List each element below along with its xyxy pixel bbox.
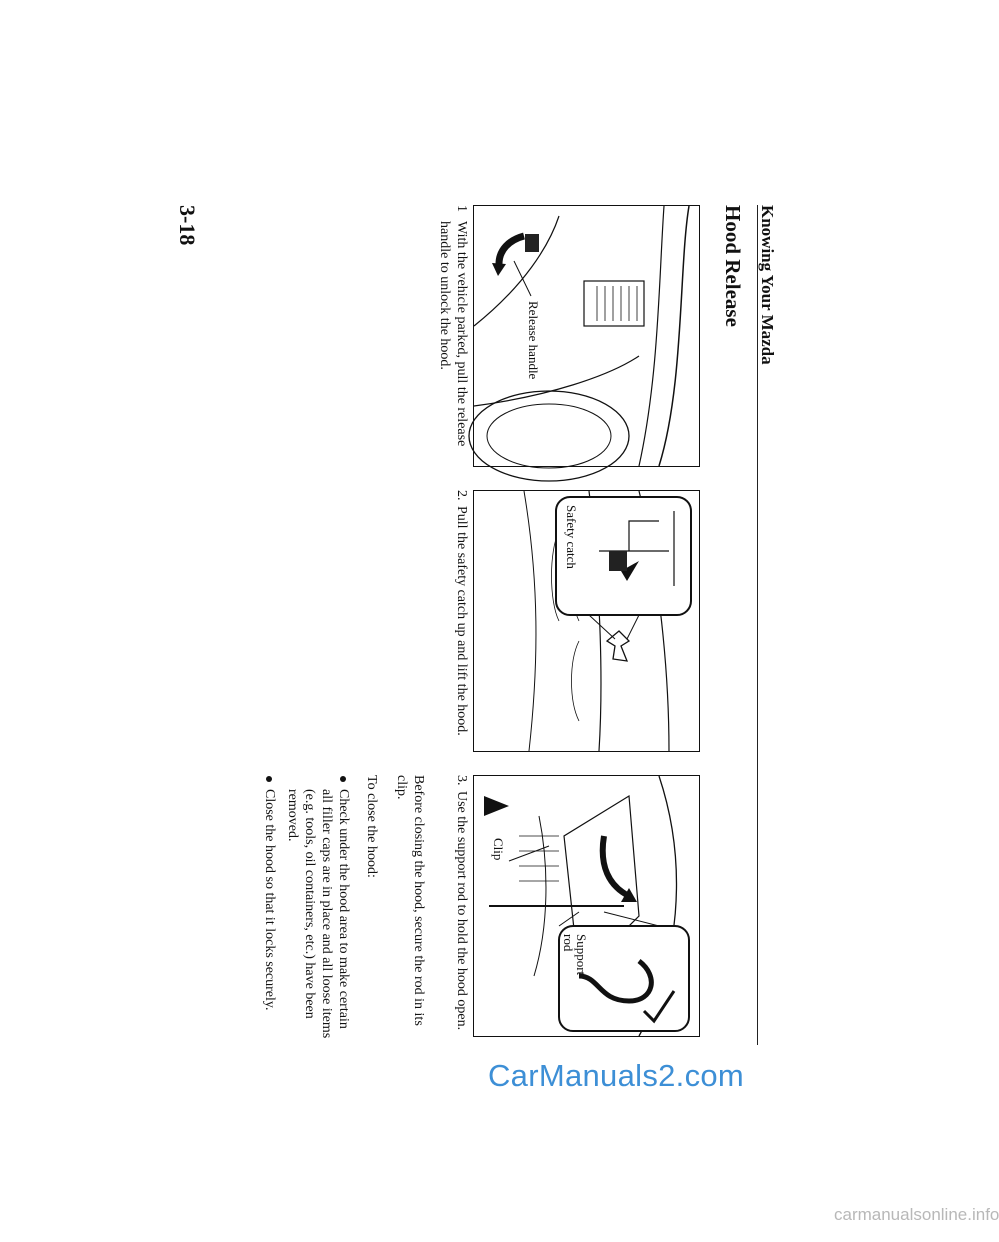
step-2-text: Pull the safety catch up and lift the hood.: [454, 506, 469, 736]
page-title: Hood Release: [721, 205, 745, 327]
bullet-item: [261, 775, 278, 1040]
support-rod-illustration: [474, 776, 699, 1036]
bullet-text: Close the hood so that it locks securely.: [262, 789, 277, 1011]
step-3-number: 3.: [454, 775, 469, 786]
release-handle-illustration: [474, 206, 699, 466]
carmanuals-watermark[interactable]: CarManuals2.com: [488, 1058, 745, 1093]
step-3: [453, 775, 470, 1037]
header-divider: [757, 205, 758, 1045]
release-handle-callout: Release handle: [526, 301, 541, 380]
figure-support-rod: [473, 775, 700, 1037]
step-1-text: With the vehicle parked, pull the release handle to unlock the hood.: [437, 221, 469, 447]
step-1-number: 1: [454, 205, 469, 212]
step-2-number: 2.: [454, 490, 469, 501]
footer-site-url[interactable]: carmanualsonline.info: [834, 1205, 999, 1224]
bullet-text: Check under the hood area to make certain all filler caps are in place and all loose items (e.g. tools, oil containers, etc.) have been removed.: [285, 789, 351, 1039]
figure-release-handle: [473, 205, 700, 467]
section-header: Knowing Your Mazda: [758, 205, 777, 365]
figure-safety-catch: [473, 490, 700, 752]
closing-bullets: [255, 775, 352, 1040]
safety-catch-illustration: [474, 491, 699, 751]
closing-note: Before closing the hood, secure the rod in its clip.: [394, 775, 426, 1026]
bullet-dot-icon: [266, 776, 272, 782]
closing-intro: To close the hood:: [364, 775, 379, 878]
bullet-item: [284, 775, 352, 1040]
page-number: 3-18: [175, 205, 200, 246]
safety-catch-callout: Safety catch: [564, 505, 579, 569]
support-rod-callout-line2: rod: [561, 934, 576, 952]
step-1: [436, 205, 470, 467]
step-2: [453, 490, 470, 752]
bullet-dot-icon: [340, 776, 346, 782]
clip-callout: Clip: [491, 838, 506, 861]
step-3-text: Use the support rod to hold the hood open.: [454, 791, 469, 1031]
support-rod-callout-line1: Support: [574, 934, 589, 976]
